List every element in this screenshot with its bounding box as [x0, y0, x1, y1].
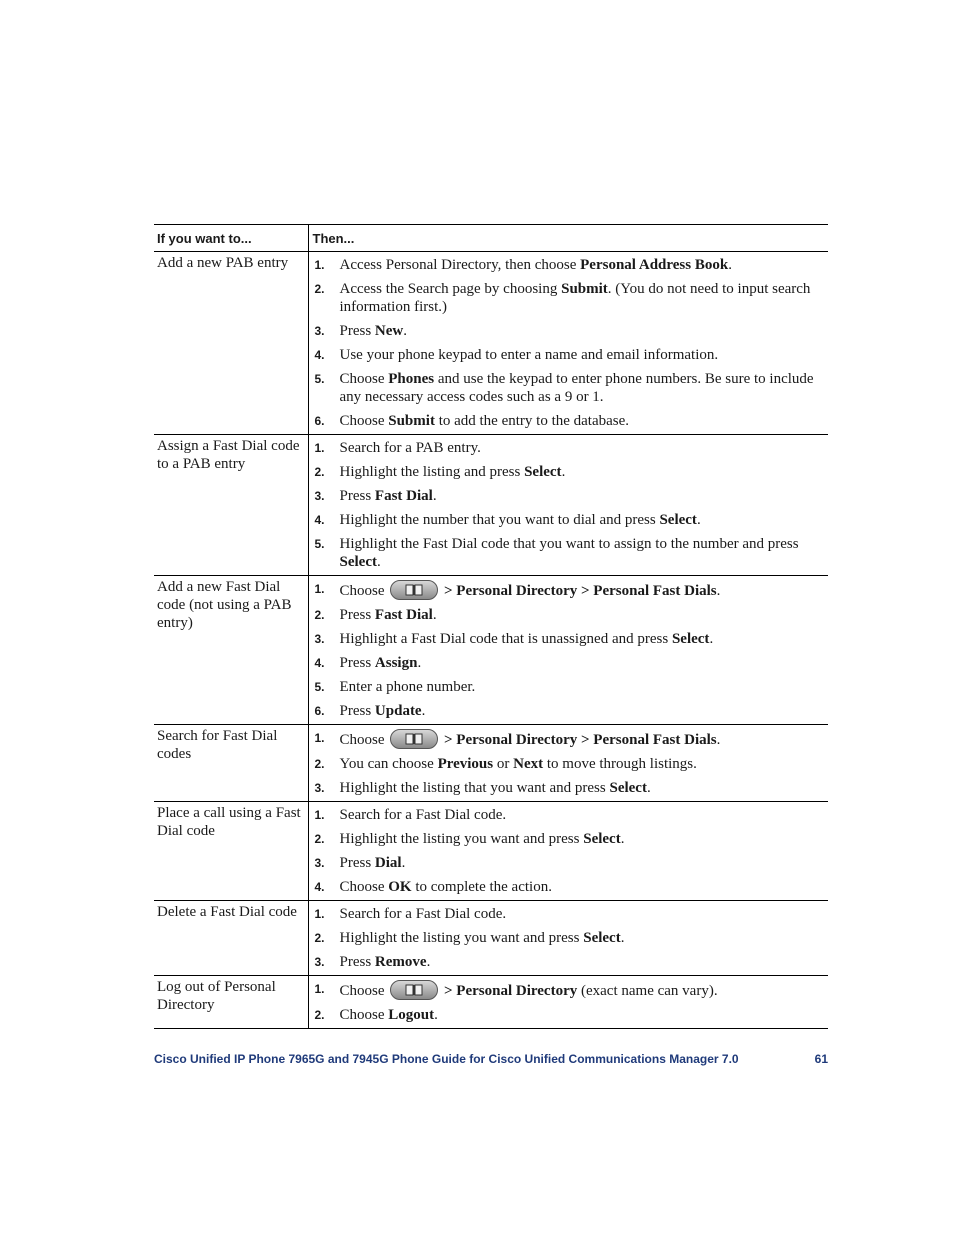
- step-number: 2.: [314, 465, 325, 479]
- step-item: [313, 346, 829, 364]
- steps-cell: [308, 976, 828, 1029]
- step-text: or: [493, 756, 514, 772]
- step-emphasis: > Personal Directory: [440, 732, 578, 748]
- step-text: .: [376, 554, 381, 570]
- step-emphasis: Next: [513, 756, 544, 772]
- step-item: [313, 702, 829, 720]
- step-text: Search for a Fast Dial code.: [339, 807, 507, 823]
- table-row: [154, 252, 828, 435]
- task-cell: Assign a Fast Dial code to a PAB entry: [154, 435, 308, 576]
- step-item: [313, 755, 829, 773]
- directories-button-icon: [390, 980, 438, 1000]
- step-item: [313, 905, 829, 923]
- step-number: 5.: [314, 680, 325, 694]
- step-list: [313, 256, 829, 430]
- step-item: [313, 606, 829, 624]
- step-text: Choose: [339, 879, 389, 895]
- step-text: .: [696, 512, 701, 528]
- column-header-steps: Then...: [308, 225, 828, 252]
- step-text: Search for a Fast Dial code.: [339, 906, 507, 922]
- step-number: 1.: [314, 731, 325, 745]
- step-text: Access Personal Directory, then choose: [339, 257, 581, 273]
- step-text: .: [728, 257, 732, 273]
- task-cell: Place a call using a Fast Dial code: [154, 802, 308, 901]
- step-number: 3.: [314, 955, 325, 969]
- step-text: .: [432, 488, 437, 504]
- step-text: .: [417, 655, 422, 671]
- step-text: You can choose: [339, 756, 438, 772]
- step-text: Choose: [339, 732, 389, 748]
- step-item: [313, 1006, 829, 1024]
- step-item: [313, 487, 829, 505]
- step-number: 3.: [314, 632, 325, 646]
- step-text: Press: [339, 323, 375, 339]
- step-text: Highlight the Fast Dial code that you want to assign to the number and press: [339, 536, 799, 552]
- step-text: .: [716, 732, 721, 748]
- step-emphasis: Fast Dial: [374, 607, 433, 623]
- step-text: Highlight the listing you want and press: [339, 831, 584, 847]
- step-number: 6.: [314, 414, 325, 428]
- step-number: 2.: [314, 757, 325, 771]
- step-list: [313, 905, 829, 971]
- step-text: Press: [339, 655, 375, 671]
- step-number: 6.: [314, 704, 325, 718]
- table-row: [154, 435, 828, 576]
- task-cell: Delete a Fast Dial code: [154, 901, 308, 976]
- step-text: .: [432, 607, 437, 623]
- step-number: 4.: [314, 513, 325, 527]
- step-text: Choose: [339, 1007, 389, 1023]
- step-number: 1.: [314, 582, 325, 596]
- step-text: (exact name can vary).: [577, 983, 718, 999]
- step-emphasis: Phones: [388, 371, 435, 387]
- step-emphasis: Personal Address Book: [580, 257, 729, 273]
- step-number: 4.: [314, 348, 325, 362]
- step-number: 2.: [314, 608, 325, 622]
- step-emphasis: Select: [524, 464, 562, 480]
- footer-title: Cisco Unified IP Phone 7965G and 7945G Phone Guide for Cisco Unified Communications Manager 7.0: [154, 1052, 739, 1066]
- step-text: Choose: [339, 371, 389, 387]
- step-item: [313, 854, 829, 872]
- step-text: Choose: [339, 583, 389, 599]
- page-footer: [154, 1052, 828, 1066]
- step-text: .: [646, 780, 651, 796]
- directories-button-icon: [390, 729, 438, 749]
- step-emphasis: Assign: [374, 655, 418, 671]
- step-number: 5.: [314, 372, 325, 386]
- step-list: [313, 980, 829, 1024]
- step-text: Search for a PAB entry.: [339, 440, 481, 456]
- step-number: 2.: [314, 832, 325, 846]
- table-row: [154, 901, 828, 976]
- step-text: and use the keypad to enter phone numbers. Be sure to include any necessary access codes such as a 9 or 1.: [339, 371, 814, 405]
- steps-cell: [308, 901, 828, 976]
- step-item: [313, 580, 829, 600]
- step-text: Choose: [339, 983, 389, 999]
- step-emphasis: Dial: [374, 855, 402, 871]
- steps-cell: [308, 725, 828, 802]
- step-list: [313, 729, 829, 797]
- step-item: [313, 630, 829, 648]
- step-emphasis: OK: [388, 879, 412, 895]
- step-item: [313, 535, 829, 571]
- step-item: [313, 256, 829, 274]
- step-number: 2.: [314, 931, 325, 945]
- steps-cell: [308, 435, 828, 576]
- task-cell: Log out of Personal Directory: [154, 976, 308, 1029]
- step-text: .: [421, 703, 426, 719]
- task-cell: Search for Fast Dial codes: [154, 725, 308, 802]
- step-number: 3.: [314, 489, 325, 503]
- step-text: Press: [339, 703, 375, 719]
- step-item: [313, 280, 829, 316]
- directories-button-icon: [390, 580, 438, 600]
- step-text: Press: [339, 855, 375, 871]
- step-item: [313, 878, 829, 896]
- step-item: [313, 779, 829, 797]
- step-text: Use your phone keypad to enter a name and email information.: [339, 347, 719, 363]
- step-item: [313, 929, 829, 947]
- step-text: .: [426, 954, 431, 970]
- step-number: 2.: [314, 1008, 325, 1022]
- step-text: Enter a phone number.: [339, 679, 476, 695]
- step-item: [313, 463, 829, 481]
- step-emphasis: Select: [583, 930, 621, 946]
- step-emphasis: Select: [671, 631, 710, 647]
- step-number: 1.: [314, 258, 325, 272]
- step-text: Highlight the listing you want and press: [339, 930, 584, 946]
- step-emphasis: Update: [374, 703, 422, 719]
- step-item: [313, 806, 829, 824]
- step-text: Press: [339, 488, 375, 504]
- step-emphasis: Select: [609, 780, 647, 796]
- step-item: [313, 980, 829, 1000]
- table-row: [154, 576, 828, 725]
- step-text: .: [434, 1007, 438, 1023]
- step-emphasis: Select: [583, 831, 621, 847]
- step-text: Choose: [339, 413, 389, 429]
- steps-cell: [308, 802, 828, 901]
- step-item: [313, 370, 829, 406]
- step-emphasis: >: [577, 732, 594, 748]
- step-text: Highlight the listing and press: [339, 464, 525, 480]
- step-emphasis: Submit: [561, 281, 608, 297]
- step-text: to add the entry to the database.: [434, 413, 630, 429]
- step-emphasis: Personal Fast Dials: [593, 583, 717, 599]
- step-list: [313, 580, 829, 720]
- step-emphasis: Submit: [388, 413, 435, 429]
- page-number: 61: [814, 1052, 828, 1066]
- task-cell: Add a new PAB entry: [154, 252, 308, 435]
- step-item: [313, 511, 829, 529]
- step-number: 5.: [314, 537, 325, 551]
- step-emphasis: Previous: [437, 756, 494, 772]
- step-list: [313, 439, 829, 571]
- table-header-row: [154, 225, 828, 252]
- step-item: [313, 412, 829, 430]
- column-header-task: If you want to...: [154, 225, 308, 252]
- step-item: [313, 654, 829, 672]
- step-number: 2.: [314, 282, 325, 296]
- step-number: 3.: [314, 324, 325, 338]
- step-text: to complete the action.: [411, 879, 552, 895]
- steps-cell: [308, 576, 828, 725]
- step-emphasis: >: [577, 583, 594, 599]
- step-emphasis: Fast Dial: [374, 488, 433, 504]
- table-body: [154, 252, 828, 1029]
- step-text: to move through listings.: [543, 756, 697, 772]
- step-emphasis: Remove: [374, 954, 427, 970]
- step-text: .: [403, 323, 407, 339]
- table-row: [154, 976, 828, 1029]
- step-text: .: [716, 583, 721, 599]
- step-text: .: [620, 930, 625, 946]
- step-item: [313, 953, 829, 971]
- step-number: 4.: [314, 880, 325, 894]
- step-item: [313, 678, 829, 696]
- step-text: Access the Search page by choosing: [339, 281, 562, 297]
- task-cell: Add a new Fast Dial code (not using a PAB entry): [154, 576, 308, 725]
- step-text: Highlight a Fast Dial code that is unassigned and press: [339, 631, 672, 647]
- step-number: 4.: [314, 656, 325, 670]
- step-item: [313, 830, 829, 848]
- step-number: 3.: [314, 856, 325, 870]
- instructions-table: [154, 224, 828, 1029]
- step-number: 1.: [314, 907, 325, 921]
- step-emphasis: Select: [659, 512, 697, 528]
- steps-cell: [308, 252, 828, 435]
- table-row: [154, 802, 828, 901]
- step-item: [313, 322, 829, 340]
- step-emphasis: New: [374, 323, 404, 339]
- step-text: Press: [339, 954, 375, 970]
- step-emphasis: > Personal Directory: [440, 583, 578, 599]
- step-emphasis: Logout: [388, 1007, 435, 1023]
- step-text: .: [620, 831, 625, 847]
- step-text: Press: [339, 607, 375, 623]
- step-emphasis: Select: [339, 554, 377, 570]
- step-text: . (You do not need to input search information first.): [339, 281, 811, 315]
- step-item: [313, 729, 829, 749]
- step-text: .: [401, 855, 406, 871]
- step-number: 1.: [314, 982, 325, 996]
- step-list: [313, 806, 829, 896]
- step-number: 3.: [314, 781, 325, 795]
- step-number: 1.: [314, 808, 325, 822]
- step-number: 1.: [314, 441, 325, 455]
- step-text: .: [709, 631, 714, 647]
- step-item: [313, 439, 829, 457]
- table-row: [154, 725, 828, 802]
- step-text: .: [561, 464, 566, 480]
- step-text: Highlight the number that you want to dial and press: [339, 512, 660, 528]
- step-text: Highlight the listing that you want and press: [339, 780, 610, 796]
- step-emphasis: Personal Fast Dials: [593, 732, 717, 748]
- step-emphasis: > Personal Directory: [440, 983, 578, 999]
